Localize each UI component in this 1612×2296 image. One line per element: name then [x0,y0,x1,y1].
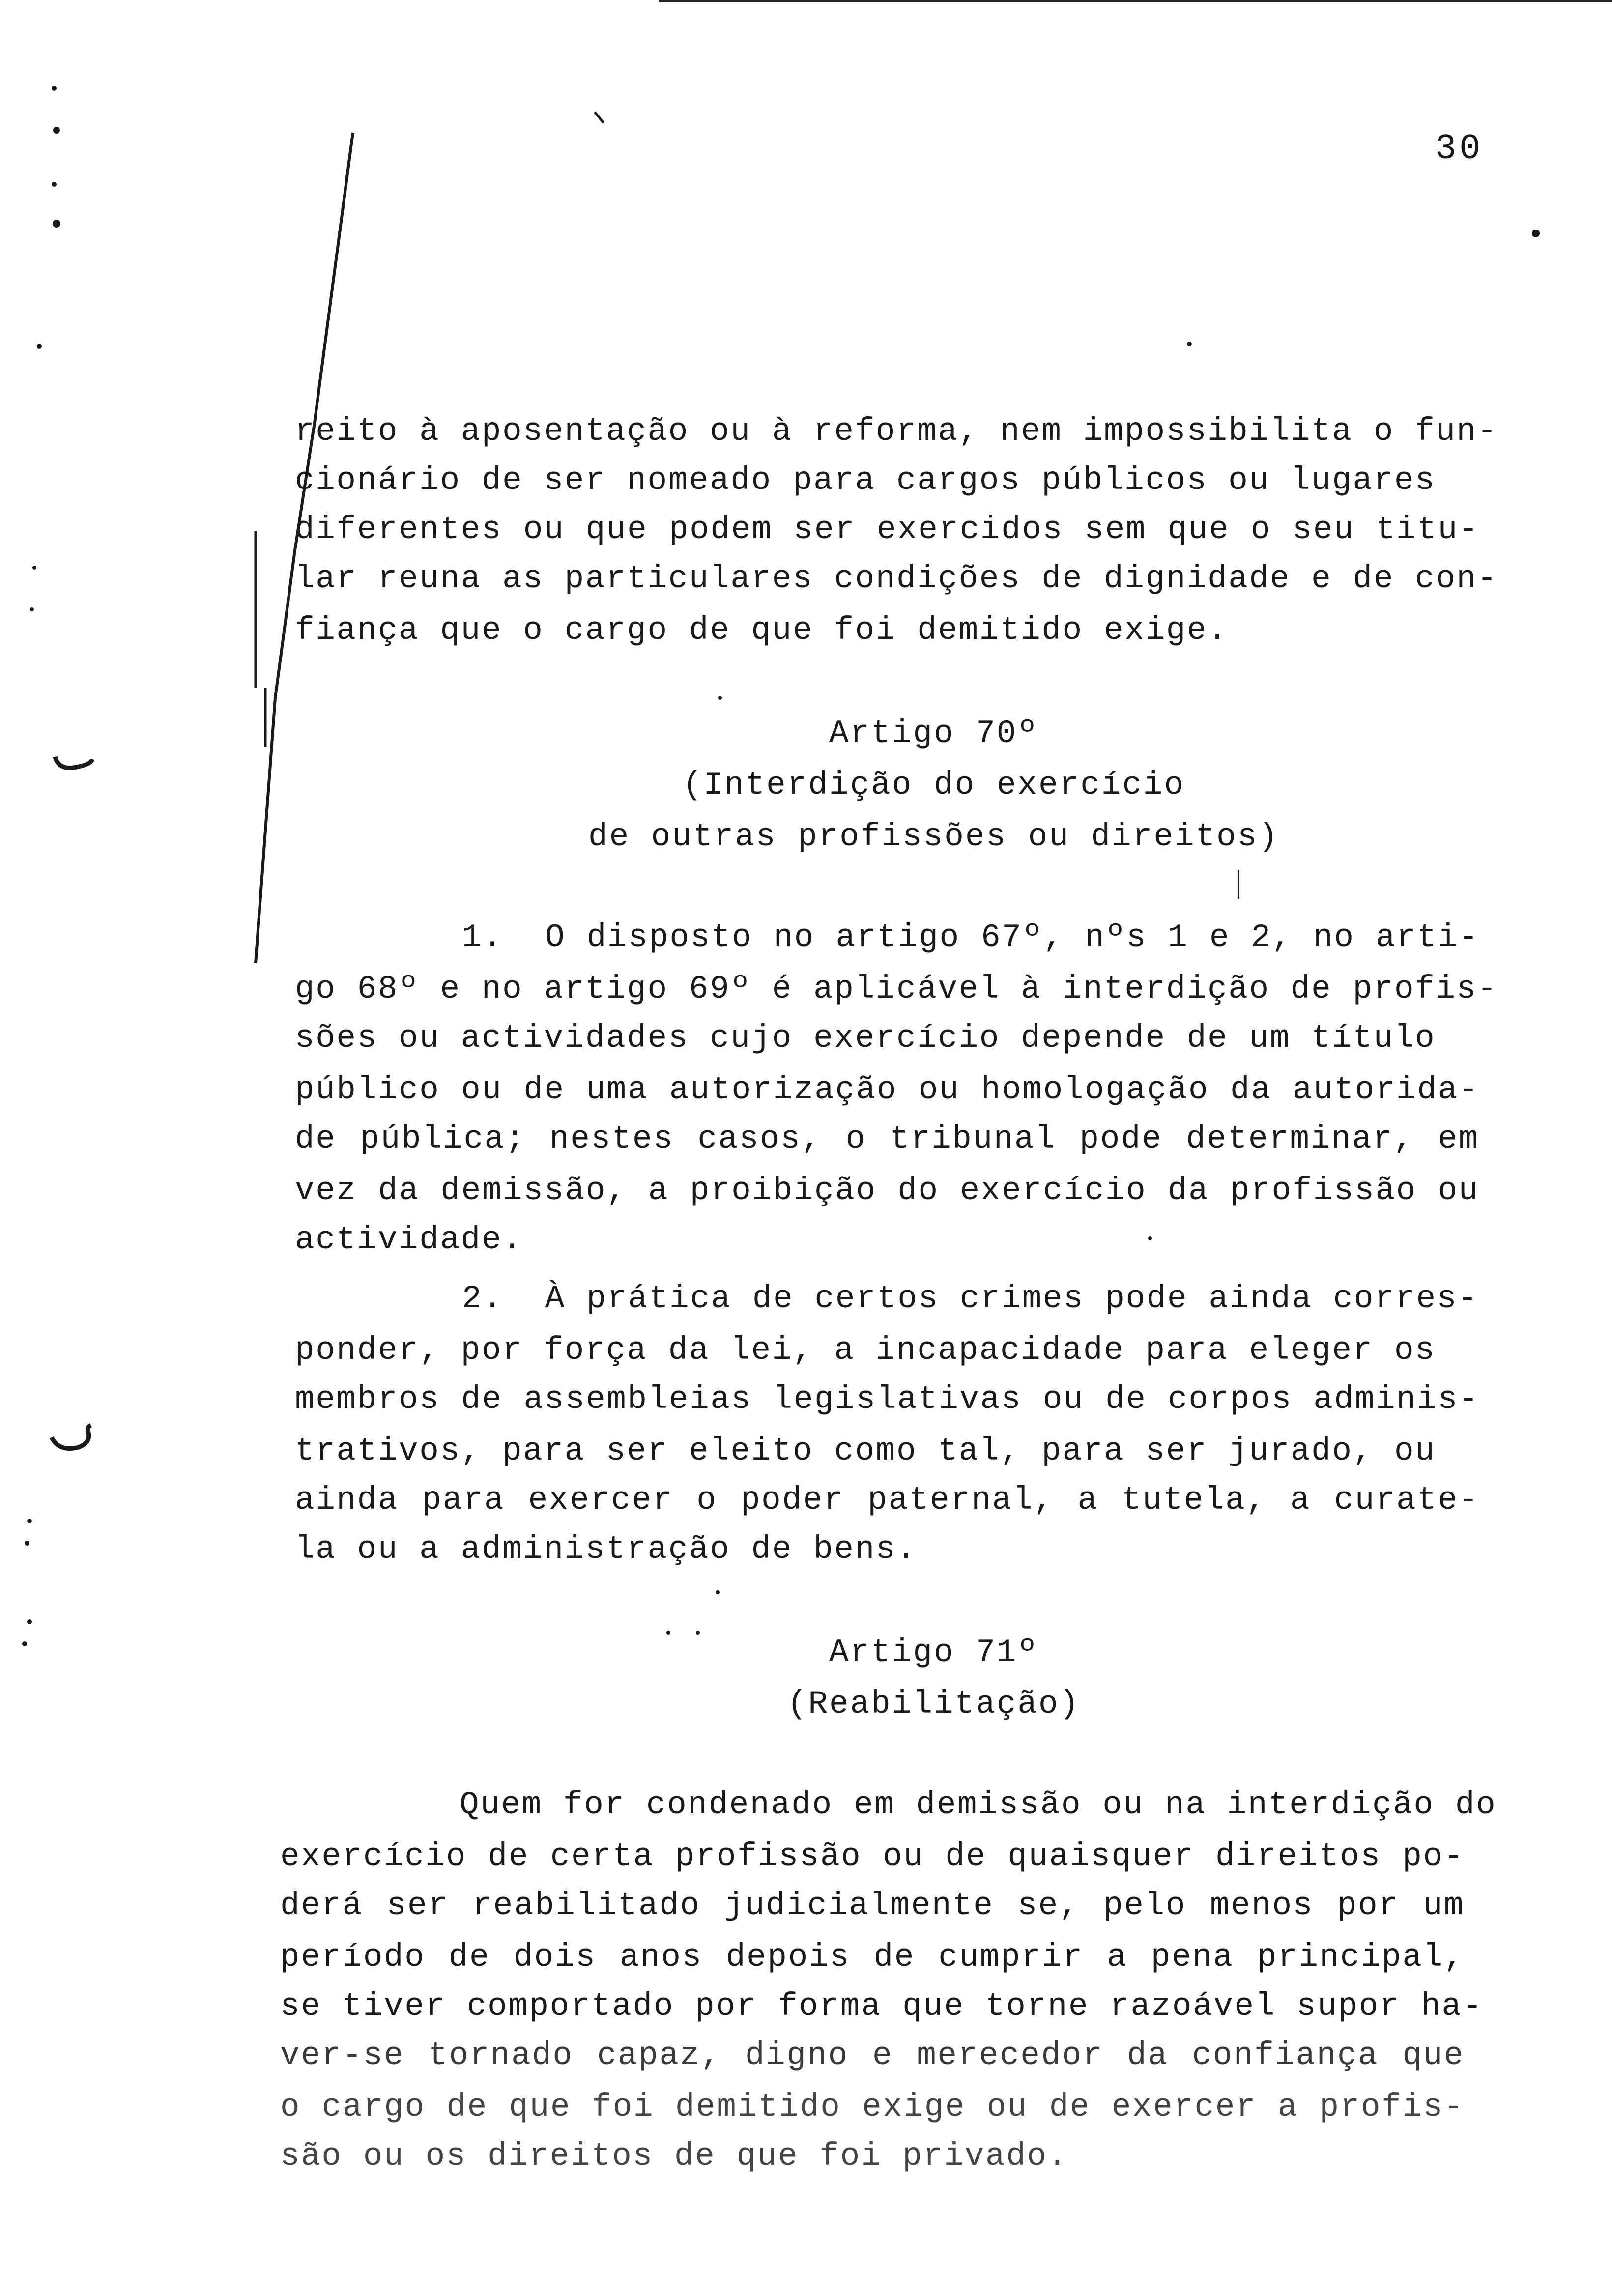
scan-speck [53,127,60,134]
text-line: 2. À prática de certos crimes pode ainda corres- [462,1280,1479,1317]
text-line: ver-se tornado capaz, digno e merecedor da confiança que [280,2037,1465,2074]
text-line: são ou os direitos de que foi privado. [280,2138,1068,2175]
article-subtitle-line: (Interdição do exercício [682,767,1185,804]
text-line: vez da demissão, a proibição do exercício da profissão ou [295,1172,1479,1209]
text-line: lar reuna as particulares condições de dignidade e de con- [295,560,1498,597]
scan-speck [718,696,722,700]
article-heading: Artigo 70º [829,715,1039,752]
text-line: o cargo de que foi demitido exige ou de exercer a profis- [280,2089,1465,2125]
article-subtitle-line: de outras profissões ou direitos) [588,818,1279,855]
scan-speck [1187,342,1192,346]
text-line: reito à aposentação ou à reforma, nem impossibilita o fun- [295,413,1498,450]
text-line: derá ser reabilitado judicialmente se, pelo menos por um [280,1887,1465,1924]
text-line: trativos, para ser eleito como tal, para ser jurado, ou [295,1433,1436,1469]
scan-speck [53,220,60,228]
text-line: diferentes ou que podem ser exercidos sem que o seu titu- [295,511,1479,548]
text-line: actividade. [295,1221,523,1258]
text-line: la ou a administração de bens. [295,1531,918,1568]
top-edge-rule [659,0,1612,2]
text-line: ainda para exercer o poder paternal, a tutela, a curate- [295,1482,1479,1519]
text-line: público ou de uma autorização ou homologação da autorida- [295,1071,1479,1108]
scan-speck [1532,230,1540,237]
scan-speck [27,1519,32,1523]
punch-hole-mark [55,757,92,768]
scan-speck [32,566,36,570]
article-heading: Artigo 71º [829,1634,1039,1671]
text-line: fiança que o cargo de que foi demitido exige. [295,612,1229,649]
scan-speck [52,182,57,187]
text-line: go 68º e no artigo 69º é aplicável à interdição de profis- [295,971,1498,1007]
text-line: período de dois anos depois de cumprir a pena principal, [280,1939,1465,1976]
scan-speck [25,1541,29,1546]
scan-speck [1148,1236,1152,1240]
text-line: cionário de ser nomeado para cargos públicos ou lugares [295,462,1436,499]
scan-speck [27,1619,32,1624]
scan-speck [666,1631,670,1635]
text-line: ponder, por força da lei, a incapacidade para eleger os [295,1332,1436,1369]
scan-speck [595,112,604,123]
text-line: membros de assembleias legislativas ou de corpos adminis- [295,1381,1479,1418]
scan-speck [52,86,57,91]
text-line: sões ou actividades cujo exercício depende de um título [295,1020,1436,1057]
scan-speck [30,607,34,611]
punch-hole-mark [52,1425,91,1449]
text-line: se tiver comportado por forma que torne razoável supor ha- [280,1988,1483,2025]
page-number: 30 [1435,129,1484,169]
text-line: exercício de certa profissão ou de quaisquer direitos po- [280,1838,1465,1875]
article-subtitle: (Reabilitação) [787,1686,1081,1722]
text-line: de pública; nestes casos, o tribunal pode determinar, em [295,1120,1479,1157]
scan-speck [696,1631,700,1635]
scan-speck [716,1590,720,1594]
scan-speck [37,344,42,349]
text-line: Quem for condenado em demissão ou na interdição do [460,1786,1497,1823]
text-line: 1. O disposto no artigo 67º, nºs 1 e 2, no arti- [462,919,1479,956]
